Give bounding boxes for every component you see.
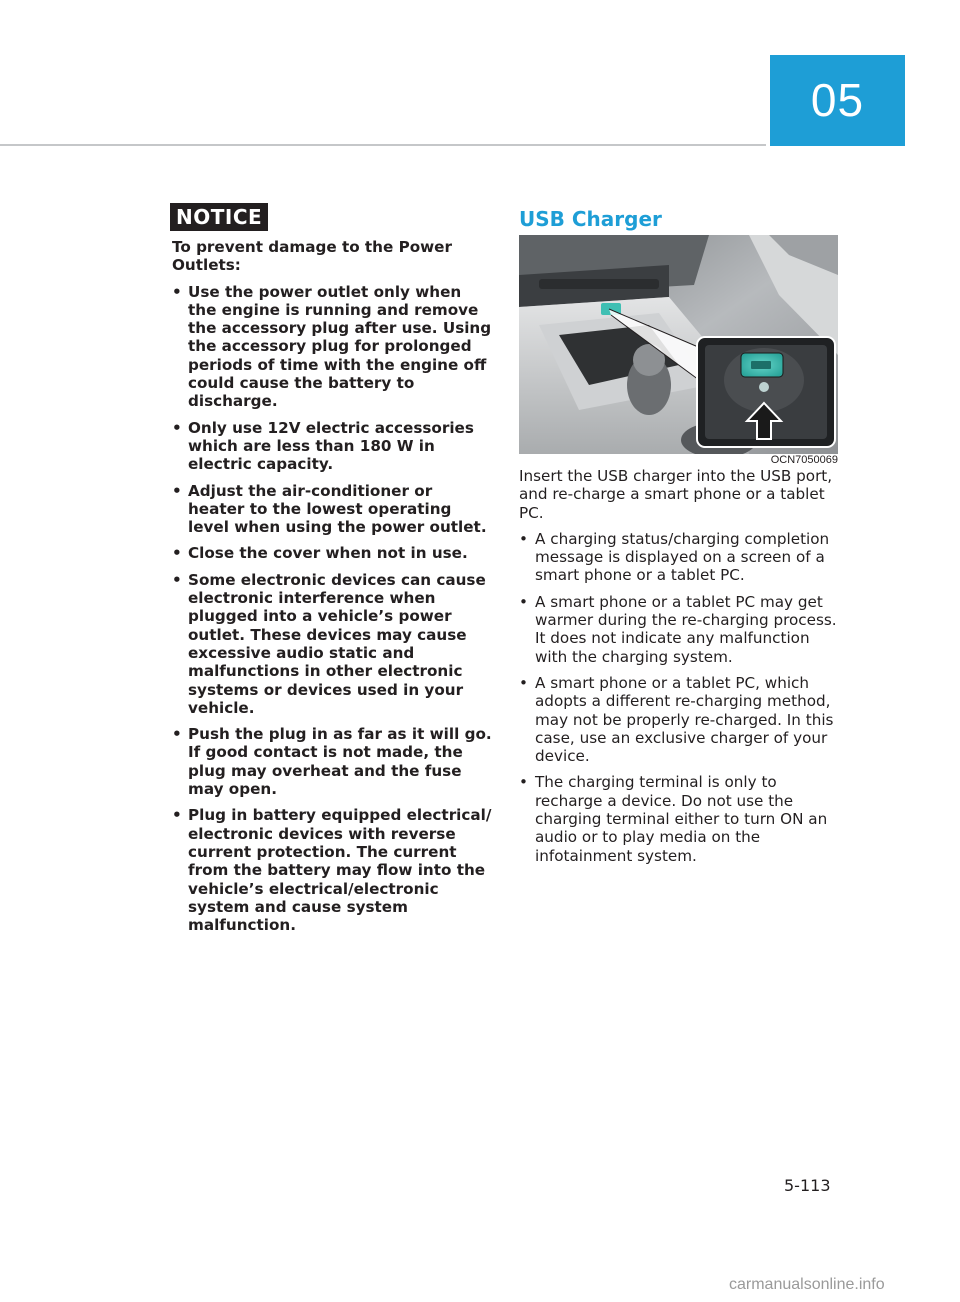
list-item [172,544,492,562]
usb-intro-text: Insert the USB charger into the USB port, and re-charge a smart phone or a tablet PC. [519,467,833,522]
list-item-text: A smart phone or a tablet PC, which adopts a different re-charging method, may not be properly re-charged. In this case, use an exclusive charger of your device. [535,673,834,766]
bullet-icon: • [519,529,528,548]
bullet-icon: • [519,592,528,611]
bullet-icon: • [172,282,182,301]
list-item-text: Use the power outlet only when the engine is running and remove the accessory plug after use. Using the accessory plug for prolonged periods of time with the engine off could cause the battery to discharge. [188,282,492,411]
list-item-text: A smart phone or a tablet PC may get warmer during the re-charging process. It does not indicate any malfunction with the charging system. [535,592,837,666]
figure-caption: OCN7050069 [770,454,838,466]
list-item-text: Close the cover when not in use. [188,544,468,563]
list-item [172,482,492,537]
list-item-text: Push the plug in as far as it will go. If good contact is not made, the plug may overheat and the fuse may open. [188,725,492,799]
bullet-icon: • [519,773,528,792]
list-item [172,725,492,798]
bullet-icon: • [172,418,182,437]
list-item-text: Adjust the air-conditioner or heater to the lowest operating level when using the power outlet. [188,481,487,537]
usb-charger-illustration [519,235,838,454]
notice-list [172,283,492,935]
list-item-text: A charging status/charging completion message is displayed on a screen of a smart phone or a tablet PC. [535,529,830,585]
bullet-icon: • [172,806,182,825]
list-item [519,773,844,864]
list-item [519,593,844,666]
watermark-link[interactable]: carmanualsonline.info [729,1276,885,1293]
section-title: USB Charger [519,207,662,231]
bullet-icon: • [172,570,182,589]
bullet-icon: • [519,673,528,692]
list-item-text: Plug in battery equipped electrical/ electronic devices with reverse current protection. The current from the battery may flow into the vehicle’s electrical/electronic system and cause system malfunction. [188,806,492,935]
list-item [172,419,492,474]
chapter-tab: 05 [770,55,905,146]
usb-charger-column [519,205,844,865]
notice-column [172,203,492,934]
list-item [172,806,492,934]
notice-intro: To prevent damage to the Power Outlets: [172,238,452,275]
list-item [172,571,492,717]
list-item [519,674,844,765]
list-item [172,283,492,411]
bullet-icon: • [172,544,182,563]
bullet-icon: • [172,481,182,500]
bullet-icon: • [172,725,182,744]
list-item-text: Some electronic devices can cause electronic interference when plugged into a vehicle’s power outlet. These devices may cause excessive audio static and malfunctions in other electronic systems or devices used in your vehicle. [188,570,486,717]
header-rule [0,144,766,146]
notice-label: NOTICE [170,203,268,231]
list-item [519,530,844,585]
list-item-text: The charging terminal is only to recharge a device. Do not use the charging terminal either to turn ON an audio or to play media on the infotainment system. [535,773,828,865]
usb-charger-list [519,530,844,865]
page-number: 5-113 [784,1176,831,1195]
list-item-text: Only use 12V electric accessories which are less than 180 W in electric capacity. [188,418,474,474]
